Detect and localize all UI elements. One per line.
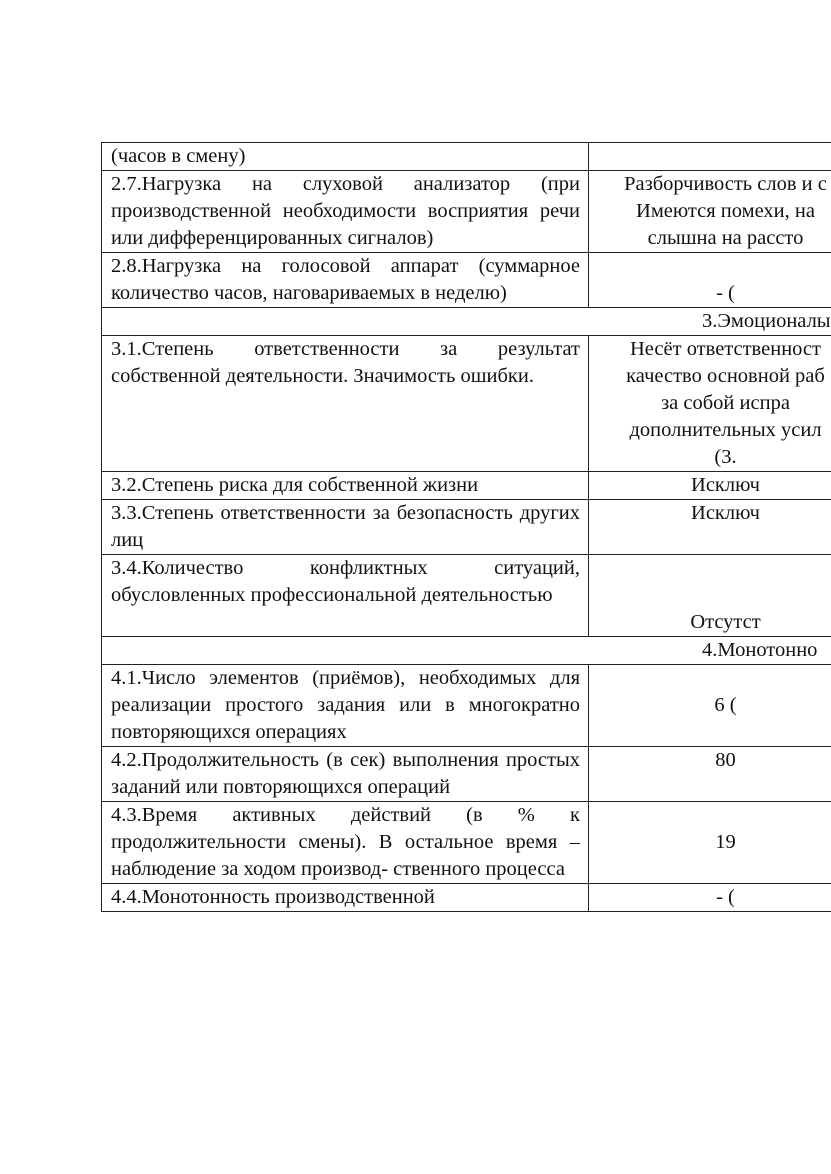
value-cell — [589, 171, 831, 253]
value-cell — [589, 747, 831, 802]
value-text-line: качество основной раб — [626, 365, 825, 387]
value-text-line: слышна на рассто — [647, 227, 804, 249]
indicator-cell — [102, 747, 589, 802]
value-cell — [589, 336, 831, 472]
value-cell — [589, 665, 831, 747]
value-text-line: Несёт ответственност — [630, 338, 821, 360]
value-cell — [589, 555, 831, 637]
indicator-text-line: 2.8.Нагрузка на голосовой аппарат — [111, 255, 459, 277]
indicator-text-line: 3.2.Степень риска для собственной жизни — [111, 474, 479, 496]
value-text-line: - ( — [716, 886, 735, 908]
table-row — [102, 665, 831, 747]
indicator-text-line: 4.1.Число элементов (приёмов), — [111, 667, 406, 689]
indicator-text-line: 3.3.Степень ответственности за безопасность — [111, 502, 513, 524]
value-text-line: - ( — [716, 282, 735, 304]
value-text-line — [598, 802, 831, 829]
table-body — [102, 143, 831, 912]
indicator-text-line: (суммарное количество часов, — [111, 255, 580, 304]
value-text-line: (3. — [714, 446, 737, 468]
section-title: 3.Эмоционалы — [702, 310, 831, 332]
indicator-text-line: (при производственной необходимости — [111, 173, 581, 222]
value-text-line: дополнительных усил — [629, 419, 822, 441]
value-text-line — [598, 582, 831, 609]
indicator-text-line: время – наблюдение за ходом производ- — [111, 831, 580, 880]
section-header-row — [102, 637, 831, 665]
indicator-text-line: ошибки. — [460, 365, 534, 387]
value-text-line: 19 — [715, 831, 736, 853]
section-header-cell — [102, 308, 831, 336]
value-text-line: за собой испра — [661, 392, 790, 414]
indicator-text-line: деятельностью — [421, 584, 553, 606]
indicator-cell — [102, 884, 589, 912]
indicator-cell — [102, 336, 589, 472]
indicator-cell — [102, 171, 589, 253]
value-cell — [589, 253, 831, 308]
section-title: 4.Монотонно — [702, 639, 818, 661]
indicator-text-line: необходимых для реализации простого — [111, 667, 581, 716]
indicator-text-line: (часов в смену) — [111, 145, 246, 167]
value-text-line: Разборчивость слов и с — [624, 173, 827, 195]
table-row — [102, 802, 831, 884]
requirements-table — [101, 142, 831, 912]
table-row — [102, 555, 831, 637]
indicator-cell — [102, 253, 589, 308]
indicator-text-line: других лиц — [111, 502, 581, 551]
indicator-text-line: восприятия речи или дифференцированных — [111, 200, 581, 249]
indicator-text-line: продолжительности смены). В остальное — [111, 831, 494, 853]
indicator-text-line: операциях — [255, 721, 347, 743]
value-text-line: Исключ — [691, 502, 760, 524]
section-header-row — [102, 308, 831, 336]
table-row — [102, 336, 831, 472]
indicator-cell — [102, 500, 589, 555]
table-row — [102, 500, 831, 555]
indicator-text-line: операций — [367, 776, 451, 798]
value-cell — [589, 802, 831, 884]
table-row — [102, 171, 831, 253]
indicator-text-line: простых заданий или повторяющихся — [111, 749, 581, 798]
indicator-text-line: 4.2.Продолжительность (в сек) выполнения — [111, 749, 499, 771]
indicator-cell — [102, 143, 589, 171]
indicator-cell — [102, 802, 589, 884]
indicator-text-line: обусловленных профессиональной — [111, 584, 417, 606]
indicator-text-line: сигналов) — [347, 227, 434, 249]
table-row — [102, 747, 831, 802]
indicator-cell — [102, 472, 589, 500]
value-cell — [589, 472, 831, 500]
indicator-text-line: задания или в многократно повторяющихся — [111, 694, 581, 743]
section-header-cell — [102, 637, 831, 665]
indicator-cell — [102, 665, 589, 747]
indicator-cell — [102, 555, 589, 637]
indicator-text-line: 2.7.Нагрузка на слуховой анализатор — [111, 173, 511, 195]
value-cell — [589, 143, 831, 171]
value-text-line — [598, 665, 831, 692]
value-text-line — [598, 555, 831, 582]
table-row — [102, 253, 831, 308]
indicator-text-line: 4.3.Время активных действий (в % к — [111, 804, 580, 826]
value-cell — [589, 884, 831, 912]
table-row — [102, 884, 831, 912]
table-row — [102, 472, 831, 500]
value-text-line: 80 — [715, 749, 736, 771]
indicator-text-line: ственного процесса — [393, 858, 565, 880]
value-text-line — [598, 253, 831, 280]
value-text-line: Исключ — [691, 474, 760, 496]
indicator-text-line: 4.4.Монотонность производственной — [111, 886, 435, 908]
indicator-text-line: собственной деятельности. Значимость — [111, 365, 456, 387]
value-text-line: Имеются помехи, на — [636, 200, 815, 222]
table-row — [102, 143, 831, 171]
indicator-text-line: 3.4.Количество конфликтных ситуаций, — [111, 557, 580, 579]
value-text-line: 6 ( — [714, 694, 737, 716]
value-cell — [589, 500, 831, 555]
indicator-text-line: 3.1.Степень ответственности за результат — [111, 338, 580, 360]
indicator-text-line: наговариваемых в неделю) — [272, 282, 507, 304]
value-text-line: Отсутст — [690, 611, 761, 633]
